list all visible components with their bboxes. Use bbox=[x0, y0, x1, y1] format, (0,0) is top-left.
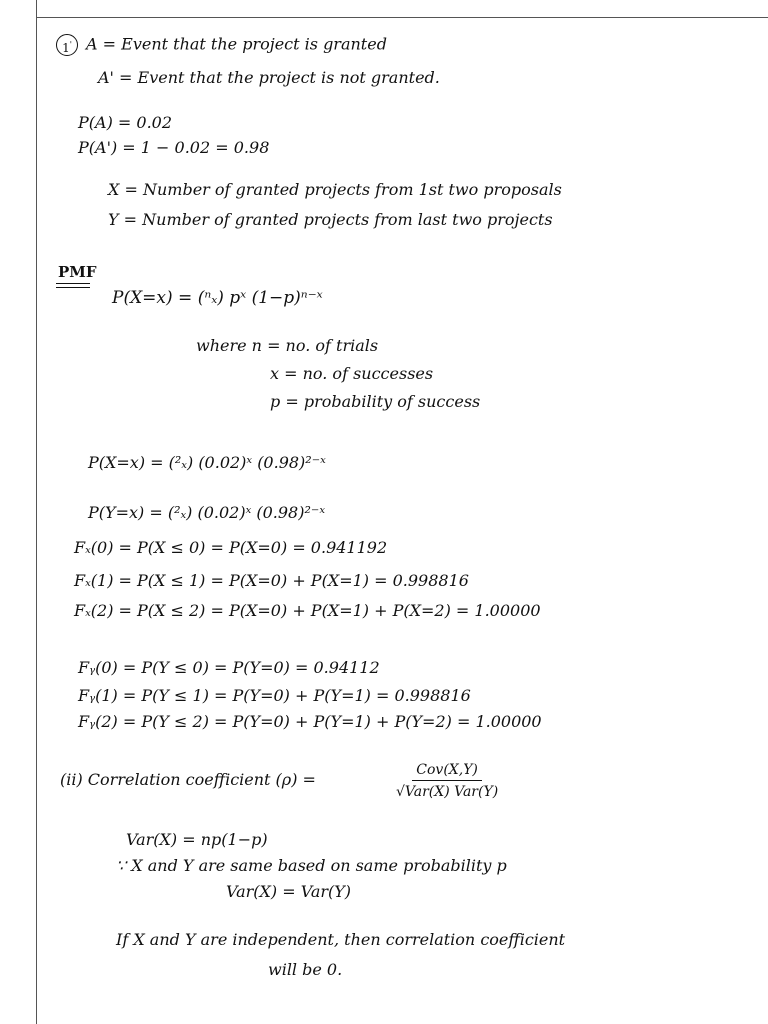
cdf-y-0: Fᵧ(0) = P(Y ≤ 0) = P(Y=0) = 0.94112 bbox=[78, 658, 380, 677]
pmf-heading: PMF bbox=[58, 263, 97, 281]
denominator-text: Var(X) Var(Y) bbox=[404, 784, 499, 800]
pmf-underline bbox=[56, 283, 90, 284]
pmf-formula: P(X=x) = (ⁿₓ) pˣ (1−p)ⁿ⁻ˣ bbox=[112, 288, 323, 308]
sqrt-symbol: √ bbox=[396, 784, 405, 800]
cdf-x-1: Fₓ(1) = P(X ≤ 1) = P(X=0) + P(X=1) = 0.998816 bbox=[74, 571, 469, 590]
page-margin-line bbox=[36, 0, 37, 1024]
definition-y: Y = Number of granted projects from last two projects bbox=[108, 210, 553, 229]
page-header-line bbox=[36, 17, 768, 18]
pmf-underline bbox=[56, 287, 90, 288]
definition-x: X = Number of granted projects from 1st two proposals bbox=[108, 180, 562, 199]
event-a-not-definition: A' = Event that the project is not granted. bbox=[98, 68, 440, 87]
where-p: p = probability of success bbox=[270, 392, 481, 411]
conclusion-line-2: will be 0. bbox=[268, 960, 343, 979]
cdf-y-2: Fᵧ(2) = P(Y ≤ 2) = P(Y=0) + P(Y=1) + P(Y=2) = 1.00000 bbox=[78, 712, 542, 731]
variance-equal: Var(X) = Var(Y) bbox=[226, 882, 352, 901]
cdf-x-0: Fₓ(0) = P(X ≤ 0) = P(X=0) = 0.941192 bbox=[74, 538, 388, 557]
question-number: 1' bbox=[56, 34, 78, 56]
event-a-line bbox=[56, 34, 387, 56]
since-statement: ∵ X and Y are same based on same probability p bbox=[116, 856, 507, 875]
probability-a: P(A) = 0.02 bbox=[78, 113, 173, 132]
variance-formula: Var(X) = np(1−p) bbox=[126, 830, 268, 849]
correlation-fraction bbox=[396, 762, 498, 800]
pmf-y: P(Y=x) = (²ₓ) (0.02)ˣ (0.98)²⁻ˣ bbox=[88, 503, 326, 522]
fraction-numerator: Cov(X,Y) bbox=[412, 762, 482, 781]
where-x: x = no. of successes bbox=[270, 364, 434, 383]
fraction-denominator bbox=[396, 781, 498, 800]
where-n: where n = no. of trials bbox=[196, 336, 379, 355]
cdf-y-1: Fᵧ(1) = P(Y ≤ 1) = P(Y=0) + P(Y=1) = 0.998816 bbox=[78, 686, 471, 705]
conclusion-line-1: If X and Y are independent, then correlation coefficient bbox=[116, 930, 566, 949]
pmf-x: P(X=x) = (²ₓ) (0.02)ˣ (0.98)²⁻ˣ bbox=[88, 453, 326, 472]
correlation-label: (ii) Correlation coefficient (ρ) = bbox=[60, 770, 316, 789]
probability-a-not: P(A') = 1 − 0.02 = 0.98 bbox=[78, 138, 270, 157]
cdf-x-2: Fₓ(2) = P(X ≤ 2) = P(X=0) + P(X=1) + P(X=2) = 1.00000 bbox=[74, 601, 541, 620]
event-a-definition: A = Event that the project is granted bbox=[86, 34, 387, 54]
